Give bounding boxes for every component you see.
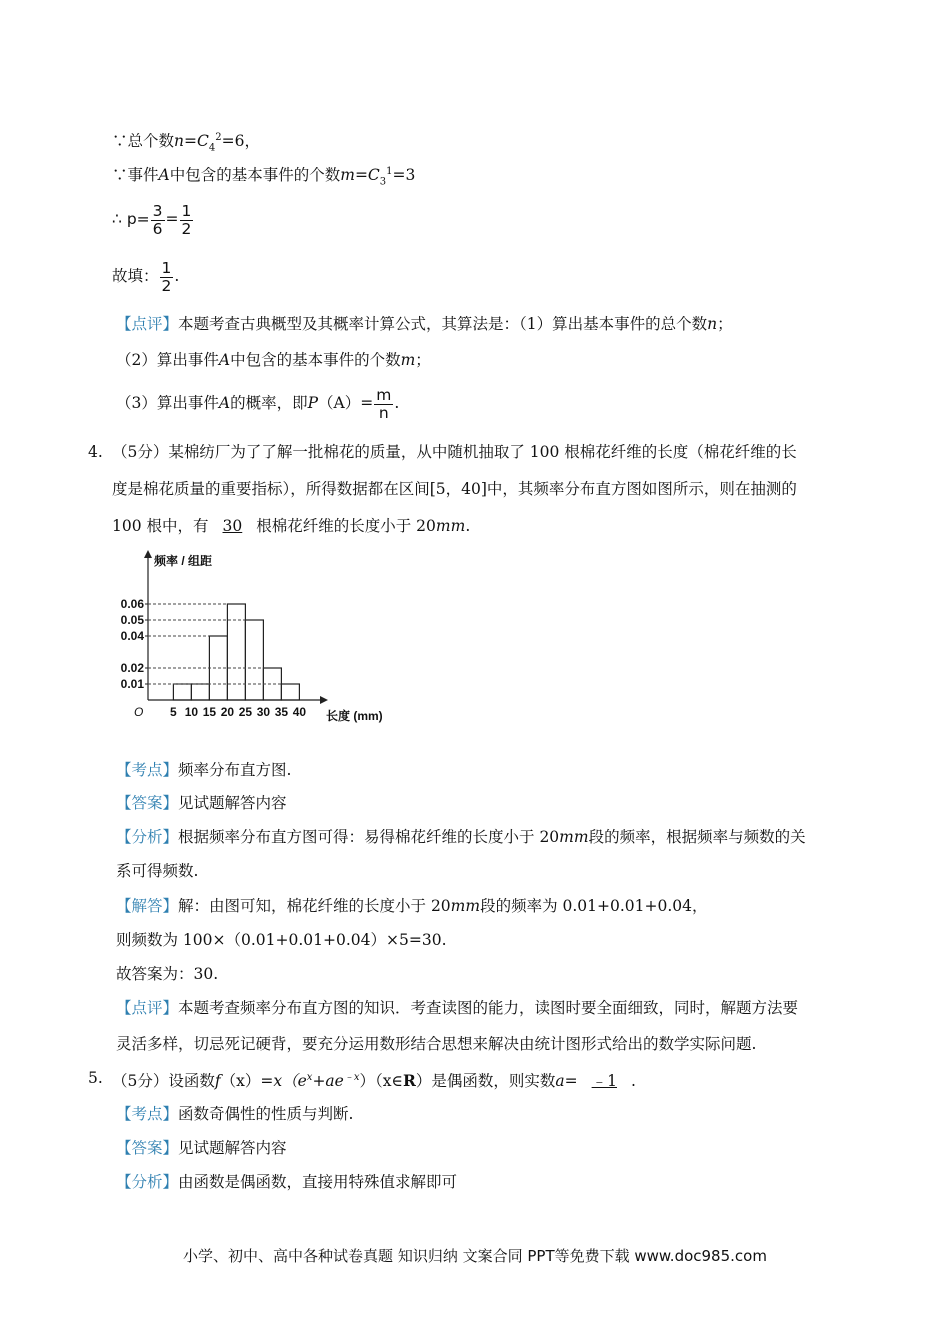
q3-text: ； — [717, 315, 733, 333]
q5-superscript: x — [306, 1072, 313, 1083]
q4-fenxi-line — [116, 827, 806, 847]
q4-text: 段的频率为 0.01+0.01+0.04， — [480, 897, 708, 915]
q3-event-count-line — [112, 162, 415, 192]
q4-fenxi-line2: 系可得频数. — [116, 862, 199, 880]
q5-daan-line — [116, 1138, 287, 1158]
q4-period: . — [465, 517, 471, 535]
q4-jieda-tag: 【解答】 — [116, 897, 179, 915]
q5-answer-blank: ﹣1 — [591, 1072, 617, 1091]
q5-text: （e — [282, 1072, 307, 1091]
q5-set-r: R — [402, 1071, 416, 1091]
q4-dianping-text: 本题考查频率分布直方图的知识．考查读图的能力，读图时要全面细致，同时，解题方法要 — [178, 999, 799, 1017]
q4-text: 100 根中，有 — [112, 517, 209, 535]
y-axis-arrow-icon — [144, 550, 152, 558]
x-tick-label: 5 — [170, 705, 177, 719]
q5-superscript: ﹣x — [343, 1072, 360, 1083]
q3-fraction-1-2 — [180, 203, 194, 238]
page-footer: 小学、初中、高中各种试卷真题 知识归纳 文案合同 PPT等免费下载 www.doc985.com — [183, 1247, 767, 1265]
q5-fenxi-line — [116, 1172, 457, 1192]
y-tick-label: 0.04 — [120, 629, 144, 643]
fraction-denominator: n — [378, 403, 389, 422]
y-axis-label: 频率 / 组距 — [154, 554, 213, 568]
q5-text: +ae — [312, 1072, 344, 1091]
q3-therefore: ∴ — [112, 210, 122, 228]
q4-number: 4. — [88, 443, 103, 461]
q5-text: ）是偶函数，则实数 — [415, 1072, 556, 1091]
x-tick-label: 35 — [274, 705, 289, 719]
q4-text: 段的频率，根据频率与频数的关 — [588, 828, 806, 846]
q3-fill-answer-line — [112, 258, 179, 295]
y-tick-label: 0.05 — [120, 613, 144, 627]
q3-text: 中包含的基本事件的个数 — [230, 351, 401, 369]
q5-period: . — [630, 1072, 636, 1091]
histogram-bar — [173, 684, 191, 700]
q3-superscript: 1 — [386, 166, 393, 177]
histogram-bar — [281, 684, 299, 700]
q4-stem-line2: 度是棉花质量的重要指标），所得数据都在区间[5，40]中，其频率分布直方图如图所示，则在抽测的 — [112, 480, 797, 498]
q3-var-n: n — [174, 132, 184, 151]
q4-jieda-line — [116, 896, 708, 916]
q4-answer-blank: 30 — [222, 517, 243, 535]
q3-probability-line — [112, 202, 194, 238]
q3-text: 的概率，即 — [230, 394, 308, 412]
q3-text: （2）算出事件 — [116, 351, 219, 369]
q3-text: =C — [354, 166, 380, 185]
q4-daan-line — [116, 793, 287, 813]
x-tick-label: 20 — [220, 705, 235, 719]
q3-var-m: m — [400, 351, 416, 369]
q4-dianping-line — [116, 998, 798, 1018]
x-axis-arrow-icon — [320, 696, 328, 704]
q5-daan-tag: 【答案】 — [116, 1139, 179, 1157]
q5-kaodian-line — [116, 1104, 353, 1124]
origin-label: O — [134, 705, 144, 719]
q5-func-f: f — [214, 1072, 221, 1091]
q5-var-x: x — [273, 1072, 283, 1091]
q4-daan-tag: 【答案】 — [116, 794, 179, 812]
q3-var-n: n — [707, 315, 718, 333]
q3-fill-label: 故填： — [112, 267, 159, 285]
q3-text: （A）= — [318, 394, 374, 412]
q4-unit: mm — [450, 897, 481, 915]
q3-step2-line — [116, 350, 431, 370]
q3-subscript: 4 — [208, 142, 216, 154]
q4-dianping-tag: 【点评】 — [116, 999, 179, 1017]
q3-subscript: 3 — [379, 176, 387, 188]
q3-total-count-line — [112, 128, 260, 158]
q4-kaodian-tag: 【考点】 — [116, 761, 179, 779]
q3-text: ∵总个数 — [112, 132, 175, 151]
q3-text: ∵事件 — [112, 166, 159, 185]
q4-unit: mm — [559, 828, 589, 846]
q5-kaodian-text: 函数奇偶性的性质与判断. — [178, 1105, 354, 1123]
q4-dianping-line2: 灵活多样，切忌死记硬背，要充分运用数形结合思想来解决由统计图形式给出的数学实际问题. — [116, 1035, 757, 1053]
q3-text: （3）算出事件 — [116, 394, 219, 412]
y-tick-label: 0.06 — [120, 597, 144, 611]
q3-comment-line — [116, 314, 733, 334]
q5-var-a: a — [555, 1072, 565, 1091]
x-axis-label: 长度 (mm) — [326, 709, 383, 723]
q3-var-a: A — [218, 351, 231, 369]
q5-text: = — [564, 1072, 578, 1091]
fraction-numerator: m — [376, 385, 392, 404]
q5-daan-text: 见试题解答内容 — [178, 1139, 287, 1157]
q5-stem — [112, 1068, 636, 1091]
q3-text: ； — [415, 351, 431, 369]
q4-stem-line1: （5分）某棉纺厂为了了解一批棉花的质量，从中随机抽取了 100 根棉花纤维的长度（棉花纤维的长 — [112, 443, 797, 461]
histogram-bar — [227, 604, 245, 700]
x-tick-label: 10 — [184, 705, 199, 719]
q3-text: 中包含的基本事件的个数 — [169, 166, 341, 185]
q3-period: . — [394, 394, 400, 412]
x-tick-label: 25 — [238, 705, 253, 719]
y-tick-label: 0.02 — [120, 661, 144, 675]
q4-jieda-line2: 则频数为 100×（0.01+0.01+0.04）×5=30. — [116, 931, 447, 949]
q5-text: （x）= — [220, 1072, 274, 1091]
y-tick-label: 0.01 — [120, 677, 144, 691]
fraction-denominator: 2 — [161, 276, 172, 295]
q4-stem-line3 — [112, 516, 470, 536]
q4-unit: mm — [435, 517, 466, 535]
q3-text: =3 — [392, 166, 416, 185]
q5-fenxi-text: 由函数是偶函数，直接用特殊值求解即可 — [178, 1173, 458, 1191]
q3-var-p: P — [307, 394, 319, 412]
fraction-numerator: 3 — [152, 201, 163, 220]
q5-kaodian-tag: 【考点】 — [116, 1105, 179, 1123]
fraction-denominator: 6 — [152, 219, 163, 238]
frequency-histogram — [112, 548, 383, 730]
q4-daan-text: 见试题解答内容 — [178, 794, 287, 812]
q3-text: =6， — [221, 132, 260, 151]
histogram-bar — [245, 620, 263, 700]
q3-fill-fraction — [160, 260, 174, 295]
q3-step3-line — [116, 386, 399, 422]
q3-var-a: A — [218, 394, 231, 412]
fraction-denominator: 2 — [181, 219, 192, 238]
q3-comment-tag: 【点评】 — [116, 315, 179, 333]
q5-fenxi-tag: 【分析】 — [116, 1173, 179, 1191]
q3-period: . — [174, 267, 180, 285]
fraction-numerator: 1 — [161, 258, 172, 277]
q3-var-a: A — [158, 166, 170, 185]
q5-text: ）（x∈ — [359, 1072, 403, 1091]
q4-text: 解：由图可知，棉花纤维的长度小于 20 — [178, 897, 451, 915]
q3-superscript: 2 — [215, 132, 222, 143]
q3-text: =C — [184, 132, 209, 151]
x-tick-label: 15 — [202, 705, 217, 719]
q3-equals: = — [165, 210, 179, 228]
q3-fraction-m-n — [374, 387, 393, 422]
q4-kaodian-text: 频率分布直方图. — [178, 761, 292, 779]
x-tick-label: 30 — [256, 705, 271, 719]
q3-fraction-3-6 — [151, 203, 165, 238]
q5-number: 5. — [88, 1069, 103, 1087]
q3-var-m: m — [340, 166, 355, 185]
x-tick-label: 40 — [292, 705, 307, 719]
q4-kaodian-line — [116, 760, 291, 780]
fraction-numerator: 1 — [181, 201, 192, 220]
histogram-bar — [191, 684, 209, 700]
q5-text: （5分）设函数 — [112, 1072, 215, 1091]
q4-text: 根棉花纤维的长度小于 20 — [256, 517, 436, 535]
q3-comment-text: 本题考查古典概型及其概率计算公式，其算法是：（1）算出基本事件的总个数 — [178, 315, 708, 333]
q4-text: 根据频率分布直方图可得：易得棉花纤维的长度小于 20 — [178, 828, 560, 846]
q4-jieda-line3: 故答案为：30. — [116, 965, 219, 983]
q3-p-label: p= — [126, 210, 150, 228]
q4-fenxi-tag: 【分析】 — [116, 828, 179, 846]
